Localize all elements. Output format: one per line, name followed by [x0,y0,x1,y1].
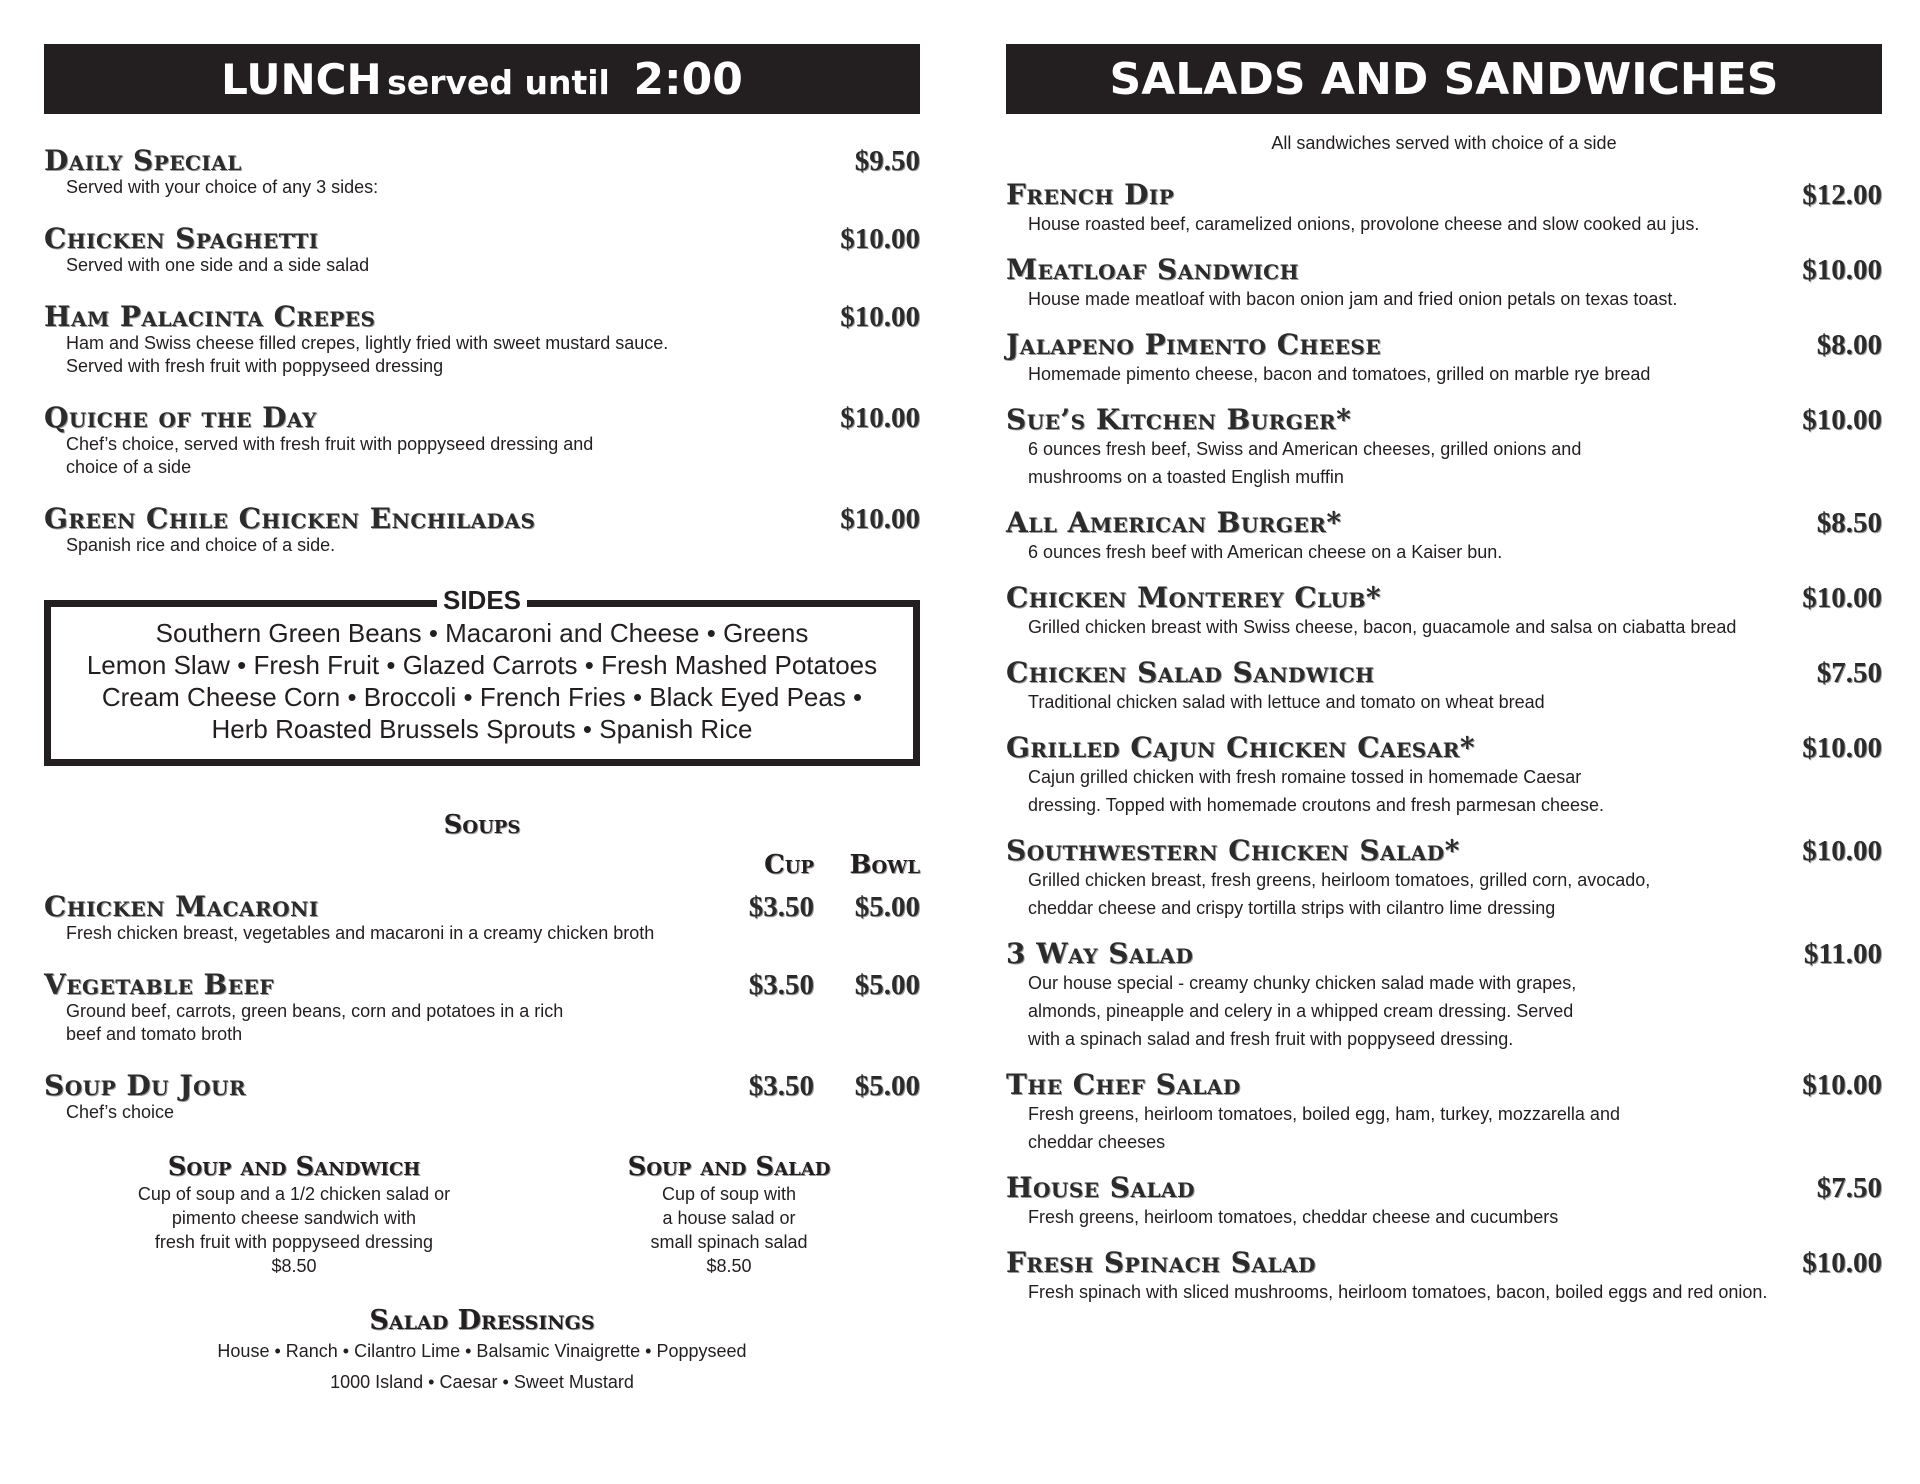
item-description: beef and tomato broth [66,1024,243,1044]
item-description: Homemade pimento cheese, bacon and tomatoes, grilled on marble rye bread [1028,364,1651,384]
item-price: $10.00 [1802,582,1882,614]
item-name: Southwestern Chicken Salad* [1006,834,1460,867]
item-name: Chicken Macaroni [44,890,319,923]
menu-item-chicken-salad-sandwich [1006,658,1882,716]
item-price: $12.00 [1802,179,1882,211]
item-description: Fresh greens, heirloom tomatoes, cheddar cheese and cucumbers [1028,1207,1559,1227]
menu-item-cajun-chicken-caesar [1006,733,1882,819]
dressings-title: Salad Dressings [369,1305,595,1336]
item-description: cheddar cheeses [1028,1132,1166,1152]
item-name: Meatloaf Sandwich [1006,253,1299,286]
item-price: $10.00 [840,402,920,434]
item-description: Ham and Swiss cheese filled crepes, lightly fried with sweet mustard sauce. [66,333,669,353]
sides-section [44,585,920,766]
soups-column-headers [44,850,920,880]
item-price: $10.00 [1802,254,1882,286]
menu-item-jalapeno-pimento-cheese [1006,330,1882,388]
menu-item-fresh-spinach-salad [1006,1248,1882,1306]
soup-item-soup-du-jour [44,1071,920,1124]
menu-item-southwestern-chicken-salad [1006,836,1882,922]
sides-box [44,600,920,766]
lunch-column [44,44,920,1398]
bowl-price: $5.00 [854,1070,920,1102]
menu-item-all-american-burger [1006,508,1882,566]
item-price: $10.00 [840,503,920,535]
item-description: with a spinach salad and fresh fruit with poppyseed dressing. [1028,1029,1514,1049]
item-description: cheddar cheese and crispy tortilla strips with cilantro lime dressing [1028,898,1556,918]
combo-description: Cup of soup and a 1/2 chicken salad or pimento cheese sandwich with fresh fruit with poppyseed dressing $8.50 [137,1184,451,1276]
menu-item-enchiladas [44,504,920,557]
sides-line: Lemon Slaw • Fresh Fruit • Glazed Carrots • Fresh Mashed Potatoes [86,650,878,680]
item-name: Quiche of the Day [44,401,317,434]
item-price: $10.00 [1802,404,1882,436]
item-name: Ham Palacinta Crepes [44,300,376,333]
item-description: Fresh chicken breast, vegetables and macaroni in a creamy chicken broth [66,923,655,943]
item-price: $10.00 [1802,835,1882,867]
item-price: $10.00 [1802,732,1882,764]
combo-soup-and-sandwich [94,1152,494,1278]
item-name: French Dip [1006,178,1175,211]
dressings-line: House • Ranch • Cilantro Lime • Balsamic Vinaigrette • Poppyseed [217,1341,747,1361]
cup-price: $3.50 [748,969,814,1001]
item-price: $10.00 [840,223,920,255]
item-name: Grilled Cajun Chicken Caesar* [1006,731,1475,764]
menu-item-daily-special [44,146,920,199]
item-name: Chicken Salad Sandwich [1006,656,1375,689]
item-name: All American Burger* [1006,506,1342,539]
item-description: Chef’s choice, served with fresh fruit with poppyseed dressing and [66,434,594,454]
item-name: House Salad [1006,1171,1195,1204]
item-description: Cajun grilled chicken with fresh romaine tossed in homemade Caesar [1028,767,1582,787]
item-description: Chef’s choice [66,1102,175,1122]
item-description: Served with fresh fruit with poppyseed dressing [66,356,444,376]
item-description: 6 ounces fresh beef, Swiss and American cheeses, grilled onions and [1028,439,1582,459]
item-description: Ground beef, carrots, green beans, corn and potatoes in a rich [66,1001,564,1021]
item-price: $10.00 [840,301,920,333]
item-description: Served with your choice of any 3 sides: [66,177,379,197]
item-name: Soup Du Jour [44,1069,247,1102]
sides-line: Herb Roasted Brussels Sprouts • Spanish Rice [211,714,753,744]
menu-item-house-salad [1006,1173,1882,1231]
item-price: $11.00 [1803,938,1882,970]
item-name: Chicken Spaghetti [44,222,319,255]
item-description: House made meatloaf with bacon onion jam and fried onion petals on texas toast. [1028,289,1678,309]
cup-price: $3.50 [748,1070,814,1102]
item-price: $8.50 [1816,507,1882,539]
soup-item-chicken-macaroni [44,892,920,945]
lunch-banner-time: 2:00 [633,54,743,105]
sides-title-text: SIDES [437,585,527,615]
item-name: Chicken Monterey Club* [1006,581,1382,614]
item-name: Green Chile Chicken Enchiladas [44,502,536,535]
item-name: Daily Special [44,144,242,177]
item-description: Fresh spinach with sliced mushrooms, heirloom tomatoes, bacon, boiled eggs and red onion. [1028,1282,1768,1302]
combo-description: Cup of soup with a house salad or small spinach salad $8.50 [650,1184,808,1276]
salads-column [1006,44,1882,1306]
bowl-price: $5.00 [854,891,920,923]
item-description: 6 ounces fresh beef with American cheese on a Kaiser bun. [1028,542,1503,562]
item-price: $9.50 [854,145,920,177]
lunch-banner [44,44,920,114]
sides-line: Southern Green Beans • Macaroni and Cheese • Greens [155,618,809,648]
item-description: almonds, pineapple and celery in a whipped cream dressing. Served [1028,1001,1574,1021]
soup-item-vegetable-beef [44,970,920,1046]
item-name: Vegetable Beef [44,968,274,1001]
item-description: Grilled chicken breast, fresh greens, heirloom tomatoes, grilled corn, avocado, [1028,870,1651,890]
bowl-price: $5.00 [854,969,920,1001]
item-price: $7.50 [1816,657,1882,689]
sides-line: Cream Cheese Corn • Broccoli • French Fries • Black Eyed Peas • [101,682,863,712]
combo-title: Soup and Salad [627,1152,831,1182]
menu-item-meatloaf-sandwich [1006,255,1882,313]
item-name: Fresh Spinach Salad [1006,1246,1316,1279]
combo-section [44,1152,920,1282]
menu-item-sues-kitchen-burger [1006,405,1882,491]
soups-title: Soups [443,810,521,840]
cup-price: $3.50 [748,891,814,923]
menu-item-chicken-monterey-club [1006,583,1882,641]
menu-item-3-way-salad [1006,939,1882,1053]
dressings-line: 1000 Island • Caesar • Sweet Mustard [330,1372,634,1392]
item-name: 3 Way Salad [1006,937,1194,970]
menu-item-chef-salad [1006,1070,1882,1156]
menu-item-quiche [44,403,920,479]
cup-header: Cup [764,850,814,880]
item-description: Traditional chicken salad with lettuce and tomato on wheat bread [1028,692,1545,712]
menu-item-ham-palacinta-crepes [44,302,920,378]
item-description: Served with one side and a side salad [66,255,370,275]
menu-item-french-dip [1006,180,1882,238]
item-name: Sue’s Kitchen Burger* [1006,403,1352,436]
salads-banner: SALADS AND SANDWICHES [1006,44,1882,114]
item-description: Our house special - creamy chunky chicken salad made with grapes, [1028,973,1577,993]
lunch-banner-subtitle: served until [387,63,610,102]
bowl-header: Bowl [849,850,920,880]
item-description: Spanish rice and choice of a side. [66,535,336,555]
sides-title [44,586,920,614]
item-description: Grilled chicken breast with Swiss cheese, bacon, guacamole and salsa on ciabatta bread [1028,617,1737,637]
item-description: House roasted beef, caramelized onions, provolone cheese and slow cooked au jus. [1028,214,1700,234]
salad-dressings-section [44,1306,920,1398]
combo-soup-and-salad [589,1152,869,1278]
item-name: Jalapeno Pimento Cheese [1006,328,1382,361]
combo-title: Soup and Sandwich [167,1152,421,1182]
item-description: mushrooms on a toasted English muffin [1028,467,1344,487]
item-description: Fresh greens, heirloom tomatoes, boiled egg, ham, turkey, mozzarella and [1028,1104,1620,1124]
item-description: choice of a side [66,457,192,477]
item-price: $7.50 [1816,1172,1882,1204]
item-name: The Chef Salad [1006,1068,1241,1101]
item-price: $10.00 [1802,1247,1882,1279]
sandwich-side-note: All sandwiches served with choice of a side [1271,133,1617,153]
menu-item-chicken-spaghetti [44,224,920,277]
item-description: dressing. Topped with homemade croutons and fresh parmesan cheese. [1028,795,1605,815]
lunch-banner-title: LUNCH [221,55,382,104]
item-price: $8.00 [1816,329,1882,361]
item-price: $10.00 [1802,1069,1882,1101]
